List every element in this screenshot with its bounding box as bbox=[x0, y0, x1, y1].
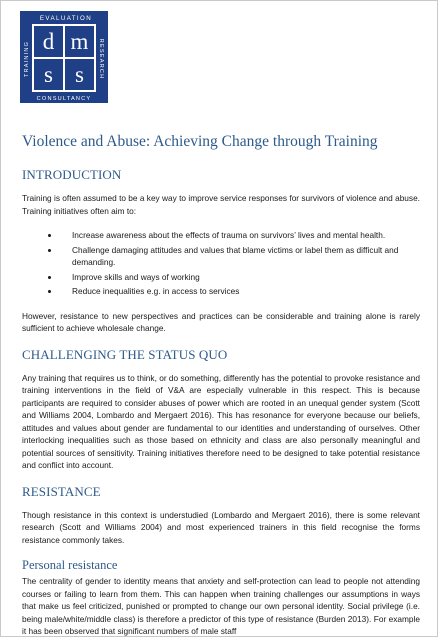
logo-letter-d: d bbox=[42, 29, 55, 54]
heading-resistance: RESISTANCE bbox=[22, 483, 101, 499]
intro-bullet-4: • Reduce inequalities e.g. in access to services bbox=[60, 285, 420, 298]
logo-letter-s1: s bbox=[44, 62, 53, 87]
document-body bbox=[22, 133, 420, 637]
dmss-logo bbox=[20, 11, 108, 103]
document-title: Violence and Abuse: Achieving Change through Training bbox=[22, 133, 378, 150]
heading-challenging-status-quo: CHALLENGING THE STATUS QUO bbox=[22, 346, 228, 362]
personal-resistance-paragraph: The centrality of gender to identity means that anxiety and self-protection can lead to people not attending courses or failing to learn from them. This can happen when training challenges our assumptions in ways that make us feel criticized, punished or prompted to change our own personal identity. Social privilege (i.e. being male/white/middle class) is therefore a predictor of this type of resistance (Burden 2013). For example it has been observed that significant numbers of male staff bbox=[22, 576, 420, 636]
intro-bullet-list bbox=[22, 229, 420, 298]
logo-letter-m: m bbox=[70, 29, 89, 54]
logo-right-text: RESEARCH bbox=[98, 38, 104, 80]
heading-introduction: INTRODUCTION bbox=[22, 167, 122, 182]
challenge-paragraph: Any training that requires us to think, or do something, differently has the potential to provoke resistance and training interventions in the field of V&A are especially vulnerable in this respect. This is because participants are required to consider abuses of power which are rooted in an unequal gender system (Scott and Williams 2004, Lombardo and Mergaert 2016). This has resonance for everyone because our beliefs, attitudes and values about gender are fundamental to our identities and understanding of ourselves. Other interlocking inequalities such as those based on ethnicity and class are also personally meaningful and potential sources of sensitivity. Training initiatives therefore need to be designed to take potential resistance and conflict into account. bbox=[22, 372, 420, 470]
logo-top-text: EVALUATION bbox=[39, 15, 93, 22]
intro-paragraph-2: However, resistance to new perspectives and practices can be considerable and training alone is rarely sufficient to achieve wholesale change. bbox=[22, 310, 420, 333]
heading-personal-resistance: Personal resistance bbox=[22, 558, 118, 572]
resistance-paragraph: Though resistance in this context is understudied (Lombardo and Mergaert 2016), there is some relevant research (Scott and Williams 2004) and most experienced trainers in this field recognise the forms resistance commonly takes. bbox=[22, 509, 420, 545]
intro-bullet-3: • Improve skills and ways of working bbox=[60, 271, 420, 284]
intro-paragraph-1: Training is often assumed to be a key way to improve service responses for survivors of violence and abuse. Training initiatives often aim to: bbox=[22, 193, 420, 216]
logo-letter-s2: s bbox=[75, 62, 84, 87]
logo-left-text: TRAINING bbox=[24, 40, 30, 78]
logo-bottom-text: CONSULTANCY bbox=[36, 96, 92, 102]
intro-bullet-1: • Increase awareness about the effects of trauma on survivors’ lives and mental health. bbox=[60, 229, 420, 242]
intro-bullet-2: • Challenge damaging attitudes and values that blame victims or label them as difficult and demanding. bbox=[60, 244, 420, 269]
